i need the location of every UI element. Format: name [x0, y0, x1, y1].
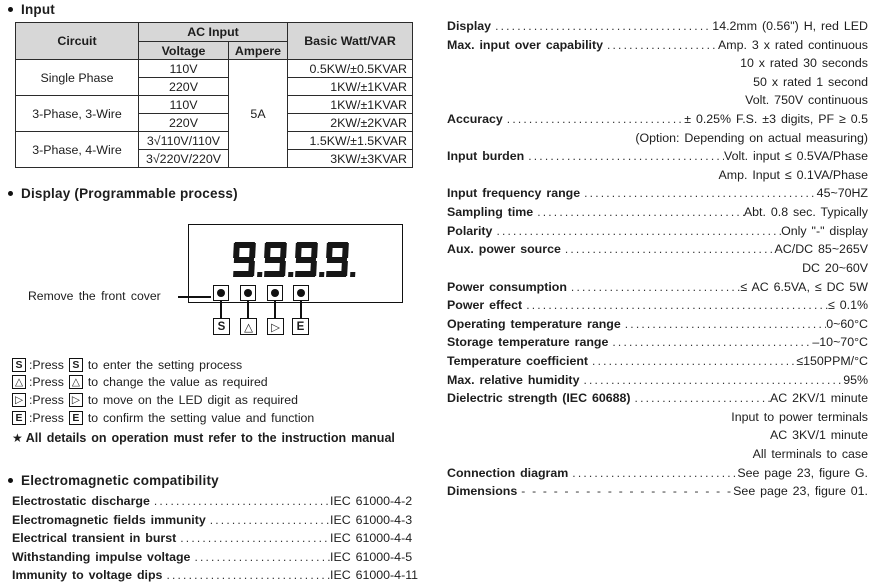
dotted-leader: [603, 36, 718, 55]
spec-row: [447, 91, 868, 110]
connector-line: [247, 301, 249, 318]
instruction-text: to enter the setting process: [87, 357, 243, 372]
emc-value: IEC 61000-4-4: [330, 531, 413, 545]
led-digit: [232, 242, 256, 277]
col-header-circuit: Circuit: [16, 23, 139, 60]
circuit-cell: 3-Phase, 3-Wire: [16, 96, 139, 132]
connector-line: [274, 301, 276, 318]
input-table: [15, 22, 413, 168]
watt-cell: 2KW/±2KVAR: [288, 114, 413, 132]
spec-row: [447, 166, 868, 185]
cover-button: [213, 285, 229, 301]
spec-row: [447, 426, 868, 445]
section-title: Display (Programmable process): [21, 186, 238, 201]
spec-list: [447, 17, 868, 501]
spec-value: DC 20~60V: [802, 260, 868, 275]
dotted-leader: [561, 240, 775, 259]
spec-value: 10 x rated 30 seconds: [740, 56, 868, 71]
spec-row: [447, 73, 868, 92]
emc-value: IEC 61000-4-2: [330, 494, 413, 508]
voltage-cell: 110V: [139, 96, 229, 114]
key-box: △: [69, 375, 83, 389]
spec-label: Sampling time: [447, 205, 534, 220]
cover-button: [240, 285, 256, 301]
button-dot-icon: [217, 289, 225, 297]
emc-list: [12, 492, 420, 584]
instruction-line: [12, 391, 428, 409]
emc-label: Electrostatic discharge: [12, 494, 150, 508]
table-row: [16, 60, 413, 78]
dotted-leader: [206, 511, 330, 530]
spec-label: Aux. power source: [447, 242, 561, 257]
instruction-line: [12, 374, 428, 392]
voltage-cell: 110V: [139, 60, 229, 78]
dotted-leader: [176, 529, 330, 548]
decimal-point-icon: [319, 272, 324, 277]
col-header-watt: Basic Watt/VAR: [288, 23, 413, 60]
display-graphic: [0, 210, 430, 350]
spec-row: [447, 296, 868, 315]
circuit-cell: 3-Phase, 4-Wire: [16, 132, 139, 168]
key-button: S: [213, 318, 230, 335]
spec-value: ± 0.25% F.S. ±3 digits, PF ≥ 0.5: [684, 112, 868, 127]
voltage-cell: 220V: [139, 114, 229, 132]
button-dot-icon: [244, 289, 252, 297]
spec-value: ≤ AC 6.5VA, ≤ DC 5W: [740, 279, 868, 294]
dotted-leader: [524, 147, 724, 166]
press-label: :Press: [29, 375, 64, 390]
dotted-leader: [608, 333, 812, 352]
led-digits: [233, 242, 348, 277]
cover-button: [293, 285, 309, 301]
spec-row: [447, 203, 868, 222]
spec-row: [447, 240, 868, 259]
voltage-cell: 220V: [139, 78, 229, 96]
spec-value: See page 23, figure 01.: [733, 484, 868, 499]
connector-line: [220, 301, 222, 318]
key-box: E: [69, 411, 83, 425]
spec-row: [447, 222, 868, 241]
spec-row: [447, 36, 868, 55]
instruction-line: [12, 409, 428, 427]
voltage-cell: 3√220V/220V: [139, 150, 229, 168]
spec-row: [447, 352, 868, 371]
pointer-line: [178, 296, 211, 298]
dotted-leader: [567, 278, 740, 297]
dotted-leader: [150, 492, 330, 511]
segment-d-icon: [233, 271, 253, 277]
spec-value: 95%: [843, 372, 868, 387]
spec-row: [447, 389, 868, 408]
key-button: E: [292, 318, 309, 335]
star-icon: ★: [12, 431, 23, 445]
spec-value: 0~60°C: [826, 316, 868, 331]
key-box: S: [69, 358, 83, 372]
key-box: ▷: [12, 393, 26, 407]
col-header-voltage: Voltage: [139, 42, 229, 60]
spec-label: Connection diagram: [447, 465, 569, 480]
emc-label: Electromagnetic fields immunity: [12, 512, 206, 527]
bullet-icon: [8, 7, 13, 12]
emc-row: [12, 548, 420, 567]
emc-label: Withstanding impulse voltage: [12, 549, 191, 564]
spec-value: Amp. Input ≤ 0.1VA/Phase: [718, 167, 868, 182]
spec-row: [447, 184, 868, 203]
spec-row: [447, 408, 868, 427]
spec-label: Max. input over capability: [447, 37, 603, 52]
col-header-ampere: Ampere: [229, 42, 288, 60]
instruction-line: [12, 356, 428, 374]
emc-label: Immunity to voltage dips: [12, 568, 163, 582]
bullet-icon: [8, 478, 13, 483]
spec-row: [447, 371, 868, 390]
spec-row: [447, 259, 868, 278]
spec-row: [447, 464, 868, 483]
spec-value: ≤ 0.1%: [828, 298, 868, 313]
emc-value: IEC 61000-4-3: [330, 512, 413, 527]
key-box: S: [12, 358, 26, 372]
instruction-text: to change the value as required: [87, 375, 268, 390]
spec-row: [447, 278, 868, 297]
dotted-leader: [522, 296, 828, 315]
segment-d-icon: [264, 271, 284, 277]
spec-label: Input burden: [447, 149, 525, 164]
operation-note: [12, 431, 395, 445]
emc-section-heading: [8, 473, 219, 488]
spec-row: [447, 129, 868, 148]
spec-row: [447, 445, 868, 464]
spec-label: Dimensions: [447, 484, 518, 499]
decimal-point-icon: [257, 272, 262, 277]
bullet-icon: [8, 191, 13, 196]
dotted-leader: [492, 222, 781, 241]
spec-row: [447, 17, 868, 36]
press-label: :Press: [29, 357, 64, 372]
cover-label: Remove the front cover: [28, 289, 161, 303]
spec-label: Accuracy: [447, 112, 503, 127]
spec-row: [447, 333, 868, 352]
led-digit: [263, 242, 287, 277]
dotted-leader: [517, 482, 733, 501]
table-row: [16, 132, 413, 150]
emc-row: [12, 529, 420, 548]
spec-row: [447, 147, 868, 166]
connector-line: [300, 301, 302, 318]
spec-value: Amp. 3 x rated continuous: [718, 37, 868, 52]
instruction-text: to confirm the setting value and function: [87, 410, 315, 425]
spec-label: Power consumption: [447, 279, 567, 294]
spec-label: Dielectric strength (IEC 60688): [447, 391, 631, 406]
spec-value: Input to power terminals: [731, 409, 868, 424]
spec-row: [447, 54, 868, 73]
emc-row: [12, 566, 420, 584]
spec-value: AC 3KV/1 minute: [769, 428, 868, 443]
spec-label: Max. relative humidity: [447, 372, 580, 387]
dotted-leader: [568, 464, 737, 483]
watt-cell: 1KW/±1KVAR: [288, 78, 413, 96]
spec-value: See page 23, figure G.: [737, 465, 868, 480]
emc-value: IEC 61000-4-5: [330, 549, 413, 564]
dotted-leader: [588, 352, 796, 371]
voltage-cell: 3√110V/110V: [139, 132, 229, 150]
spec-value: Abt. 0.8 sec. Typically: [743, 205, 868, 220]
key-box: △: [12, 375, 26, 389]
spec-label: Temperature coefficient: [447, 353, 589, 368]
emc-row: [12, 492, 420, 511]
display-section-heading: [8, 186, 238, 201]
button-dot-icon: [297, 289, 305, 297]
spec-label: Storage temperature range: [447, 335, 609, 350]
spec-value: Only "-" display: [781, 223, 868, 238]
section-title: Input: [21, 2, 55, 17]
spec-value: AC 2KV/1 minute: [769, 391, 868, 406]
spec-label: Display: [447, 19, 492, 33]
key-box: E: [12, 411, 26, 425]
key-button: ▷: [267, 318, 284, 335]
ampere-cell: 5A: [229, 60, 288, 168]
dotted-leader: [621, 315, 826, 334]
segment-g-icon: [327, 257, 347, 263]
segment-d-icon: [326, 271, 346, 277]
emc-label: Electrical transient in burst: [12, 531, 177, 545]
spec-value: 14.2mm (0.56") H, red LED: [712, 19, 868, 33]
decimal-point-icon: [350, 272, 355, 277]
instruction-list: [12, 356, 428, 426]
watt-cell: 1KW/±1KVAR: [288, 96, 413, 114]
cover-button: [267, 285, 283, 301]
spec-label: Polarity: [447, 223, 493, 238]
dotted-leader: [631, 389, 770, 408]
spec-value: 50 x rated 1 second: [753, 74, 868, 89]
watt-cell: 0.5KW/±0.5KVAR: [288, 60, 413, 78]
instruction-text: to move on the LED digit as required: [87, 392, 298, 407]
watt-cell: 1.5KW/±1.5KVAR: [288, 132, 413, 150]
spec-label: Input frequency range: [447, 186, 581, 201]
led-digit: [325, 242, 349, 277]
spec-value: (Option: Depending on actual measuring): [635, 130, 868, 145]
decimal-point-icon: [288, 272, 293, 277]
spec-row: [447, 482, 868, 501]
watt-cell: 3KW/±3KVAR: [288, 150, 413, 168]
spec-row: [447, 110, 868, 129]
dotted-leader: [162, 566, 330, 584]
spec-value: 45~70HZ: [816, 186, 868, 201]
led-digit: [294, 242, 318, 277]
table-row: [16, 96, 413, 114]
button-dot-icon: [271, 289, 279, 297]
spec-row: [447, 315, 868, 334]
press-label: :Press: [29, 392, 64, 407]
spec-value: Volt. 750V continuous: [745, 93, 868, 108]
dotted-leader: [503, 110, 684, 129]
spec-value: ≤150PPM/°C: [796, 353, 868, 368]
segment-g-icon: [234, 257, 254, 263]
emc-row: [12, 511, 420, 530]
spec-value: –10~70°C: [812, 335, 868, 350]
note-text: All details on operation must refer to the instruction manual: [25, 431, 395, 445]
press-label: :Press: [29, 410, 64, 425]
spec-label: Operating temperature range: [447, 316, 621, 331]
section-title: Electromagnetic compatibility: [21, 473, 219, 488]
spec-value: Volt. input ≤ 0.5VA/Phase: [723, 149, 868, 164]
dotted-leader: [190, 548, 330, 567]
segment-g-icon: [296, 257, 316, 263]
circuit-cell: Single Phase: [16, 60, 139, 96]
key-button: △: [240, 318, 257, 335]
dotted-leader: [580, 184, 817, 203]
input-section-heading: [8, 2, 55, 17]
spec-label: Power effect: [447, 298, 523, 313]
key-box: ▷: [69, 393, 83, 407]
spec-value: AC/DC 85~265V: [774, 242, 868, 257]
emc-value: IEC 61000-4-11: [330, 568, 419, 582]
segment-d-icon: [295, 271, 315, 277]
dotted-leader: [579, 371, 843, 390]
dotted-leader: [533, 203, 744, 222]
col-header-ac-input: AC Input: [139, 23, 288, 42]
spec-value: All terminals to case: [752, 447, 868, 462]
dotted-leader: [491, 17, 712, 36]
segment-g-icon: [265, 257, 285, 263]
